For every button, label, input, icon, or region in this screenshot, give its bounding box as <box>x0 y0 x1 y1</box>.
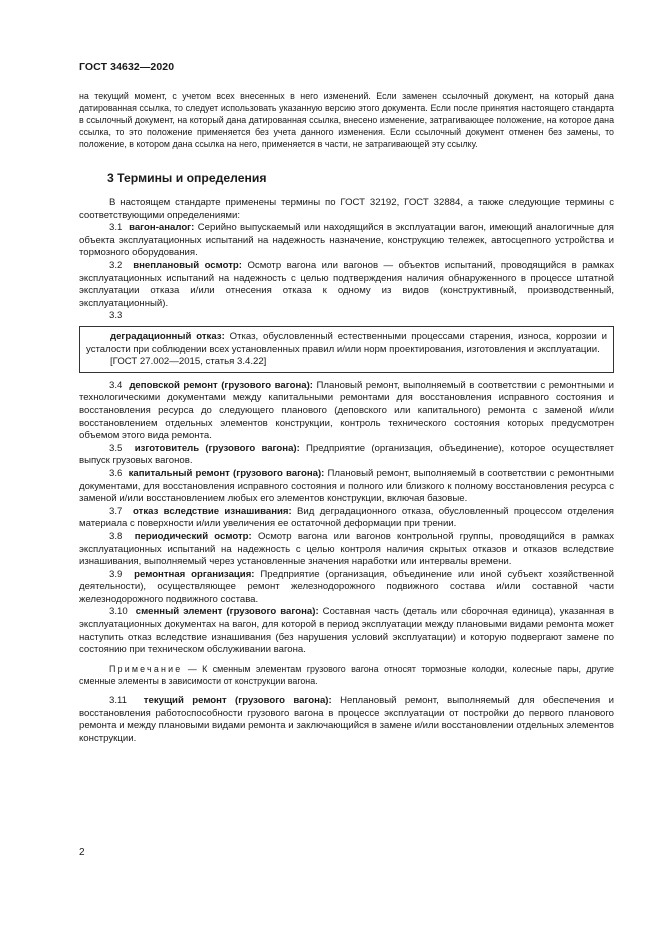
document-body <box>79 90 614 745</box>
term-definition: Вид деградационного отказа, обусловленный процессом отделения материала с поверхности и/или увеличения ее остаточной деформации при трении. <box>79 505 614 530</box>
term-3-11 <box>79 695 614 745</box>
term-definition: Предприятие (организация, объединение или иной субъект хозяйственной деятельности), осуществляющее ремонт железнодорожного подвижного состава и/или составной части железнодорожного подвижного состава. <box>79 568 614 605</box>
term-3-8 <box>79 531 614 569</box>
term-number: 3.6 <box>109 467 123 479</box>
quoted-term-box <box>79 326 614 373</box>
note-text: — К сменным элементам грузового вагона относят тормозные колодки, колесные пары, другие сменные элементы в зависимости от конструкции вагона. <box>79 663 614 686</box>
term-name: вагон-аналог: <box>129 222 195 234</box>
term-3-4 <box>79 380 614 443</box>
page-number: 2 <box>79 847 85 858</box>
intro-paragraph: на текущий момент, с учетом всех внесенных в него изменений. Если заменен ссылочный документ, на который дана датированная ссылка, то следует использовать указанную версию этого документа. Если после принятия настоящего стандарта в ссылочный документ, на который дана датированная ссылка, внесено изменение, затрагивающее положение, на которое дана ссылка, то это положение применяется без учета данного изменения. Если ссылочный документ отменен без замены, то положение, в котором дана ссылка на него, применяется в части, не затрагивающей эту ссылку. <box>79 91 614 150</box>
note-label: Примечание <box>109 663 183 674</box>
term-number: 3.7 <box>109 505 123 517</box>
term-definition: Неплановый ремонт, выполняемый для обеспечения и восстановления работоспособности грузового вагона в процессе эксплуатации от постройки до первого планового ремонта и между плановыми видами ремонта и заключающийся в замене и/или восстановлении отдельных элементов конструкции. <box>79 695 614 744</box>
term-definition: Отказ, обусловленный естественными процессами старения, износа, коррозии и усталости при соблюдении всех установленных правил и/или норм проектирования, изготовления и эксплуатации. <box>86 331 607 355</box>
term-definition: Составная часть (деталь или сборочная единица), указанная в эксплуатационных документах на вагон, для которой в период эксплуатации между плановыми видами ремонта может наступить отказ вследствие изнашивания (без нарушения условий эксплуатации) и которую подвергают замене по состоянию при техническом обслуживании вагона. <box>79 606 614 656</box>
term-definition: Плановый ремонт, выполняемый в соответствии с ремонтными и технологическими документами между капитальными ремонтами для восстановления исправного состояния и восстановления ресурса до следующего планового (деповского или капитального) ремонта с заменой и/или восстановлением отдельных элементов конструкции, контроль технического состояния которых предусмотрен объемом этого вида ремонта. <box>79 379 614 442</box>
term-name: текущий ремонт (грузового вагона): <box>143 695 332 707</box>
term-3-9 <box>79 569 614 607</box>
section-title: 3 Термины и определения <box>107 171 267 186</box>
term-definition: Плановый ремонт, выполняемый в соответствии с ремонтными документами, для восстановления исправного состояния и полного или близкого к полному восстановления ресурса с заменой и/или восстановлением любых его элементов конструкции, включая базовые. <box>79 467 614 505</box>
quoted-term-source: [ГОСТ 27.002—2015, статья 3.4.22] <box>110 356 267 368</box>
term-name: деградационный отказ: <box>110 331 225 342</box>
term-name: внеплановый осмотр: <box>133 260 242 272</box>
term-definition: Серийно выпускаемый или находящийся в эксплуатации вагон, имеющий аналогичные для объекта эксплуатационных испытаний на надежность назначение, конструкцию тележек, автосцепного устройства и тормозного оборудования. <box>79 222 614 259</box>
term-3-3-number: 3.3 <box>109 310 123 322</box>
term-number: 3.2 <box>109 260 123 272</box>
term-number: 3.11 <box>109 695 127 707</box>
term-name: отказ вследствие изнашивания: <box>133 505 292 517</box>
term-3-2 <box>79 260 614 310</box>
term-3-7 <box>79 506 614 531</box>
term-definition: Осмотр вагона или вагонов контрольной группы, проводящийся в рамках эксплуатационных испытаний на надежность с целью контроля наличия скрытых отказов и отказов вследствие изнашивания, выполняемый через установленные значения наработки или интервалы времени. <box>79 530 615 568</box>
term-number: 3.4 <box>109 379 123 391</box>
term-3-1 <box>79 222 614 260</box>
term-name: периодический осмотр: <box>134 530 252 542</box>
document-header: ГОСТ 34632—2020 <box>79 61 175 73</box>
section-lead: В настоящем стандарте применены термины по ГОСТ 32192, ГОСТ 32884, а также следующие термины с соответствующими определениями: <box>79 197 614 221</box>
note-paragraph <box>79 663 614 687</box>
term-3-10 <box>79 606 614 656</box>
term-name: капитальный ремонт (грузового вагона): <box>128 467 325 479</box>
term-number: 3.9 <box>109 568 123 580</box>
term-definition: Предприятие (организация, объединение), которое осуществляет выпуск грузовых вагонов. <box>79 442 614 467</box>
term-3-6 <box>79 468 614 506</box>
term-number: 3.1 <box>109 222 123 234</box>
term-definition: Осмотр вагона или вагонов — объектов испытаний, проводящийся в рамках эксплуатационных испытаний на надежность с целью подтверждения наличия обнаруженного в процессе штатной эксплуатации отказа и/или отнесения отказа к одному из видов (конструктивный, производственный, эксплуатационный). <box>79 260 614 309</box>
quoted-term <box>86 331 607 356</box>
term-name: ремонтная организация: <box>134 568 255 580</box>
term-name: деповской ремонт (грузового вагона): <box>129 379 313 391</box>
term-name: сменный элемент (грузового вагона): <box>135 606 319 618</box>
term-number: 3.10 <box>109 606 128 618</box>
term-number: 3.8 <box>109 530 123 542</box>
term-number: 3.5 <box>109 442 123 454</box>
term-3-5 <box>79 443 614 468</box>
term-name: изготовитель (грузового вагона): <box>134 442 300 454</box>
